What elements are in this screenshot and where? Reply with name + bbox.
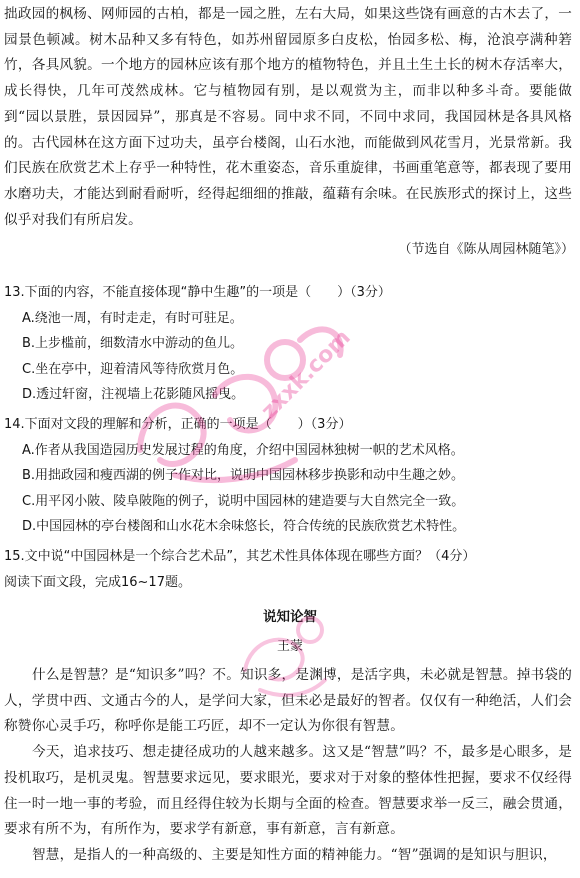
question-13-option-a: A.绕池一周，有时走走，有时可驻足。 — [22, 310, 243, 326]
passage-1-source: （节选自《陈从周园林随笔》） — [398, 242, 574, 258]
watermark-text: zxxk.com — [256, 325, 356, 425]
passage-2-paragraph: 今天，追求技巧、想走捷径成功的人越来越多。这又是“智慧”吗？不，最多是心眼多，是投机取巧，是机灵鬼。智慧要求远见，要求眼光，要求对于对象的整体性把握，要求不仅经得住一时一地一事的考验，而且经得住较为长期与全面的检查。智慧要求举一反三，融会贯通，要求有所不为，有所作为，要求学有新意，事有新意，言有新意。 — [4, 744, 572, 838]
passage-1 — [0, 2, 580, 262]
question-13-option-d: D.透过轩窗，注视墙上花影随风摇曳。 — [22, 387, 245, 402]
reading-instruction: 阅读下面文段，完成16~17题。 — [4, 574, 191, 590]
question-15 — [0, 544, 580, 595]
question-13-stem: 13.下面的内容，不能直接体现“静中生趣”的一项是（ ）（3分） — [4, 285, 391, 300]
passage-2-title: 说知论智 — [263, 609, 317, 625]
question-13-option-c: C.坐在亭中，迎着清风等待欣赏月色。 — [22, 361, 244, 377]
passage-2-author: 王蒙 — [276, 639, 303, 654]
passage-2-paragraph: 什么是智慧？是“知识多”吗？不。知识多，是渊博，是活字典，未必就是智慧。掉书袋的人，学贯中西、文通古今的人，是学问大家，但未必是最好的智者。仅仅有一种绝活，人们会称赞你心灵手巧，称呼你是能工巧匠，却不一定认为你很有智慧。 — [4, 667, 572, 735]
question-13-option-b: B.上步槛前，细数清水中游动的鱼儿。 — [22, 336, 244, 351]
question-14-option-a: A.作者从我国造园历史发展过程的角度，介绍中国园林独树一帜的艺术风格。 — [22, 442, 464, 458]
passage-2-paragraph: 智慧，是指人的一种高级的、主要是知性方面的精神能力。“智”强调的是知识与胆识， — [32, 846, 557, 863]
question-14-option-b: B.用拙政园和瘦西湖的例子作对比，说明中国园林移步换影和动中生趣之妙。 — [22, 468, 465, 483]
question-15-stem: 15.文中说“中国园林是一个综合艺术品”，其艺术性具体体现在哪些方面？（4分） — [4, 549, 476, 564]
passage-2 — [0, 605, 580, 869]
question-14-stem: 14.下面对文段的理解和分析，正确的一项是（ ）（3分） — [4, 417, 352, 432]
question-14 — [0, 412, 580, 540]
question-14-option-c: C.用平冈小陂、陵阜陂陁的例子，说明中国园林的建造要与大自然完全一致。 — [22, 493, 465, 509]
passage-1-text: 拙政园的枫杨、网师园的古柏，都是一园之胜，左右大局，如果这些饶有画意的古木去了，一园景色顿减。树木品种又多有特色，如苏州留园原多白皮松，怡园多松、梅，沧浪亭满种箬竹，各具风貌。一个地方的园林应该有那个地方的植物特色，并且土生土长的树木存活率大，成长得快，几年可茂然成林。它与植物园有别，是以观赏为主，而非以种多斗奇。要能做到“园以景胜，景因园异”，那真是不容易。同中求不同，不同中求同，我国园林是各具风格的。古代园林在这方面下过功夫，虽亭台楼阁，山石水池，而能做到风花雪月，光景常新。我们民族在欣赏艺术上存乎一种特性，花木重姿态，音乐重旋律，书画重笔意等，都表现了要用水磨功夫，才能达到耐看耐听，经得起细细的推敲，蕴藉有余味。在民族形式的探讨上，这些似乎对我们有所启发。 — [4, 6, 572, 228]
question-14-option-d: D.中国园林的亭台楼阁和山水花木余味悠长，符合传统的民族欣赏艺术特性。 — [22, 519, 466, 534]
question-13 — [0, 280, 580, 408]
